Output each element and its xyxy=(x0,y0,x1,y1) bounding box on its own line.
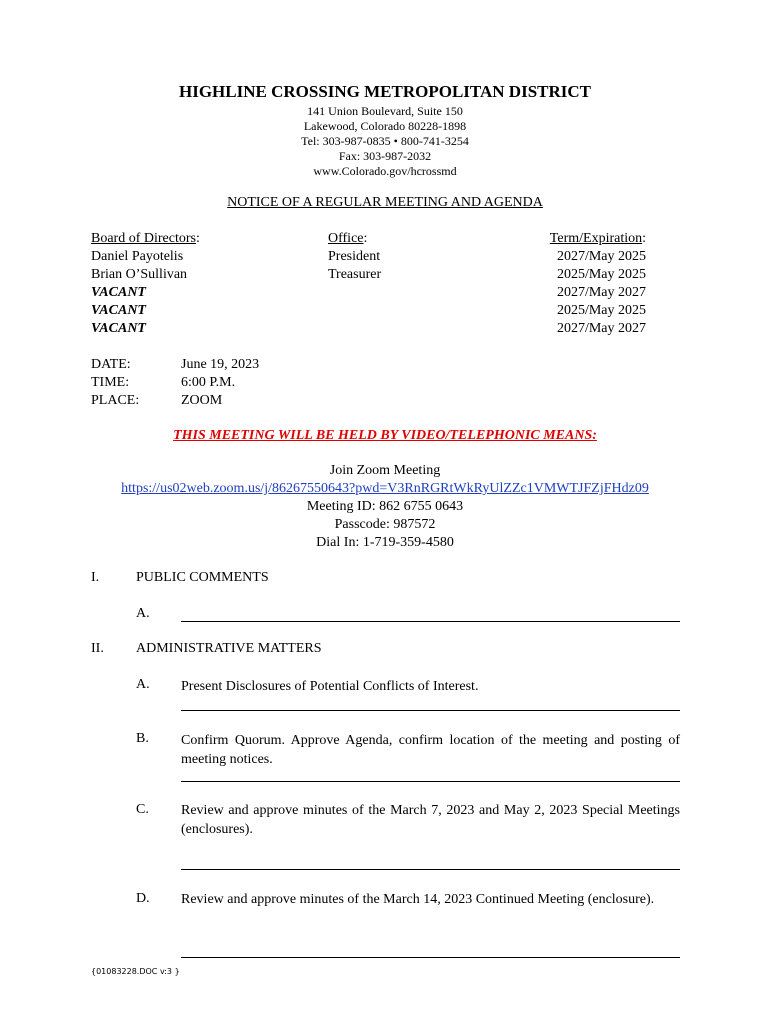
join-zoom-text: Join Zoom Meeting xyxy=(329,463,441,478)
office-value: Treasurer xyxy=(328,267,382,282)
board-heading: Board of Directors xyxy=(91,231,196,246)
blank-line xyxy=(181,869,680,870)
item-letter: C. xyxy=(136,802,149,817)
office-heading: Office xyxy=(328,231,364,246)
section-title: PUBLIC COMMENTS xyxy=(136,570,269,585)
time-label: TIME: xyxy=(91,375,130,390)
item-letter: B. xyxy=(136,731,149,746)
website-line: www.Colorado.gov/hcrossmd xyxy=(313,164,457,178)
office-column xyxy=(328,230,381,284)
blank-line xyxy=(181,621,680,622)
director-name: VACANT xyxy=(91,285,146,300)
notice-heading: NOTICE OF A REGULAR MEETING AND AGENDA xyxy=(227,195,543,210)
colon: : xyxy=(195,231,200,246)
blank-line xyxy=(181,957,680,958)
item-letter: A. xyxy=(136,606,150,621)
video-notice: THIS MEETING WILL BE HELD BY VIDEO/TELEPHONIC MEANS: xyxy=(173,428,597,443)
term-value: 2025/May 2025 xyxy=(556,267,646,282)
director-name: Daniel Payotelis xyxy=(91,249,184,264)
director-name: VACANT xyxy=(91,321,146,336)
time-value: 6:00 P.M. xyxy=(181,375,236,390)
district-title: HIGHLINE CROSSING METROPOLITAN DISTRICT xyxy=(178,82,592,101)
item-letter: A. xyxy=(136,677,150,692)
item-text: Present Disclosures of Potential Conflicts of Interest. xyxy=(181,679,479,694)
fax-line: Fax: 303-987-2032 xyxy=(338,149,432,163)
passcode: Passcode: 987572 xyxy=(334,517,436,532)
address-line-2: Lakewood, Colorado 80228-1898 xyxy=(303,119,467,133)
term-value: 2025/May 2025 xyxy=(556,303,646,318)
section-number: I. xyxy=(91,570,100,585)
place-label: PLACE: xyxy=(91,393,140,408)
term-heading: Term/Expiration xyxy=(549,231,643,246)
meeting-id: Meeting ID: 862 6755 0643 xyxy=(306,499,464,514)
document-footer: {01083228.DOC v:3 } xyxy=(91,967,180,976)
place-value: ZOOM xyxy=(181,393,223,408)
address-line-1: 141 Union Boulevard, Suite 150 xyxy=(307,104,463,118)
zoom-link[interactable]: https://us02web.zoom.us/j/86267550643?pwd=V3RnRGRtWkRyUlZZc1VMWTJFZjFHdz09 xyxy=(121,481,649,496)
item-text: Review and approve minutes of the March 14, 2023 Continued Meeting (enclosure). xyxy=(181,892,655,907)
director-name: VACANT xyxy=(91,303,146,318)
colon: : xyxy=(363,231,368,246)
item-letter: D. xyxy=(136,891,150,906)
date-value: June 19, 2023 xyxy=(181,357,260,372)
blank-line xyxy=(181,710,680,711)
term-column xyxy=(520,230,646,338)
phone-line: Tel: 303-987-0835 • 800-741-3254 xyxy=(301,134,469,148)
board-names-column xyxy=(91,230,200,338)
director-name: Brian O’Sullivan xyxy=(91,267,188,282)
meeting-details xyxy=(91,356,259,410)
term-value: 2027/May 2025 xyxy=(556,249,646,264)
term-value: 2027/May 2027 xyxy=(556,285,646,300)
section-number: II. xyxy=(91,641,104,656)
dial-in: Dial In: 1-719-359-4580 xyxy=(316,535,454,550)
office-value: President xyxy=(328,249,381,264)
colon: : xyxy=(642,231,646,246)
item-text: Review and approve minutes of the March 7, 2023 and May 2, 2023 Special Meetings (enclosures). xyxy=(181,803,680,837)
blank-line xyxy=(181,781,680,782)
date-label: DATE: xyxy=(91,357,131,372)
section-title: ADMINISTRATIVE MATTERS xyxy=(136,641,322,656)
term-value: 2027/May 2027 xyxy=(556,321,646,336)
item-text: Confirm Quorum. Approve Agenda, confirm location of the meeting and posting of meeting notices. xyxy=(181,733,680,767)
zoom-details xyxy=(0,462,770,552)
